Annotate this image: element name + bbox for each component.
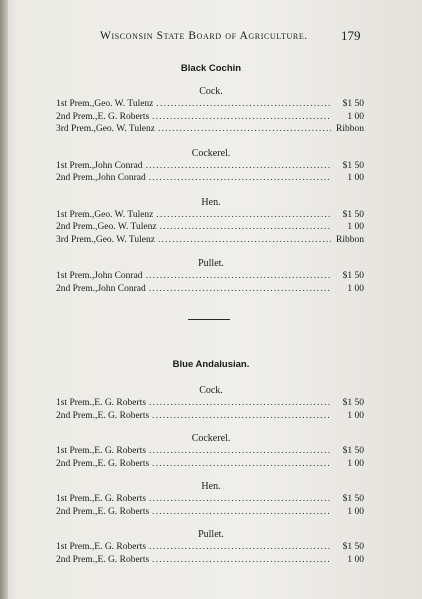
premium-entry xyxy=(0,458,422,471)
entry-exhibitor: E. G. Roberts xyxy=(94,542,146,552)
premium-entry xyxy=(0,283,422,296)
entry-amount: $1 50 xyxy=(342,398,364,408)
entry-place: 2nd Prem., xyxy=(56,283,98,294)
entry-amount: 1 00 xyxy=(347,458,364,469)
entry-amount: Ribbon xyxy=(336,234,364,245)
entry-exhibitor: Geo. W. Tulenz xyxy=(95,234,155,245)
dot-leader xyxy=(149,445,331,458)
entry-place: 1st Prem., xyxy=(56,542,95,552)
entry-amount: $1 50 xyxy=(342,494,364,504)
dot-leader xyxy=(146,160,331,173)
premium-entry xyxy=(0,123,422,136)
premium-entry xyxy=(0,270,422,283)
class-title: Cock. xyxy=(199,385,223,396)
entry-place: 1st Prem., xyxy=(56,209,95,220)
entry-amount: 1 00 xyxy=(347,554,364,565)
entry-amount: 1 00 xyxy=(347,111,364,122)
breed-section xyxy=(0,62,422,295)
class-block xyxy=(0,196,422,247)
dot-leader xyxy=(156,98,331,111)
dot-leader xyxy=(146,270,331,283)
dot-leader xyxy=(156,209,331,222)
entry-place: 1st Prem., xyxy=(56,160,95,171)
page-number: 179 xyxy=(341,28,361,43)
premium-entry xyxy=(0,234,422,247)
premium-entry xyxy=(0,541,422,554)
entry-amount: 1 00 xyxy=(347,283,364,294)
dot-leader xyxy=(149,172,331,185)
entry-amount: $1 50 xyxy=(342,271,364,281)
premium-entry xyxy=(0,410,422,423)
premium-entry xyxy=(0,221,422,234)
dot-leader xyxy=(149,283,331,296)
premium-entry xyxy=(0,445,422,458)
entry-place: 2nd Prem., xyxy=(56,222,98,232)
entry-place: 1st Prem., xyxy=(56,398,95,408)
entry-exhibitor: E. G. Roberts xyxy=(97,111,150,122)
entry-exhibitor: E. G. Roberts xyxy=(94,398,146,408)
breed-section xyxy=(0,358,422,566)
entry-amount: 1 00 xyxy=(347,410,364,421)
entry-exhibitor: E. G. Roberts xyxy=(97,410,150,421)
entry-place: 1st Prem., xyxy=(56,446,95,456)
dot-leader xyxy=(152,506,331,519)
entry-place: 2nd Prem., xyxy=(56,410,98,421)
entry-amount: $1 50 xyxy=(342,160,364,171)
premium-entry xyxy=(0,493,422,506)
class-block xyxy=(0,480,422,518)
premium-entry xyxy=(0,554,422,567)
entry-amount: 1 00 xyxy=(347,222,364,232)
entry-place: 2nd Prem., xyxy=(56,458,98,469)
dot-leader xyxy=(152,458,331,471)
entry-place: 3rd Prem., xyxy=(56,234,96,245)
entry-place: 1st Prem., xyxy=(56,99,95,109)
class-title: Cockerel. xyxy=(191,147,231,159)
entry-place: 1st Prem., xyxy=(56,271,95,281)
entry-exhibitor: E. G. Roberts xyxy=(97,458,150,469)
entry-exhibitor: Geo. W. Tulenz xyxy=(94,209,154,220)
class-title: Pullet. xyxy=(198,529,224,540)
class-block xyxy=(0,147,422,185)
entry-amount: $1 50 xyxy=(342,446,364,456)
entry-amount: Ribbon xyxy=(336,124,364,134)
dot-leader xyxy=(149,493,331,506)
class-block xyxy=(0,384,422,422)
entry-exhibitor: Geo. W. Tulenz xyxy=(97,222,157,232)
premium-entry xyxy=(0,111,422,124)
premium-entry xyxy=(0,172,422,185)
premium-entry xyxy=(0,209,422,222)
entry-exhibitor: E. G. Roberts xyxy=(97,506,150,517)
breed-title: Black Cochin xyxy=(180,63,242,74)
entry-place: 2nd Prem., xyxy=(56,554,98,565)
entry-place: 2nd Prem., xyxy=(56,111,98,122)
class-block xyxy=(0,257,422,295)
entry-exhibitor: Geo. W. Tulenz xyxy=(95,124,155,134)
class-block xyxy=(0,432,422,470)
page-header xyxy=(0,30,422,50)
dot-leader xyxy=(158,123,331,136)
dot-leader xyxy=(160,221,331,234)
running-head: Wisconsin State Board of Agriculture. xyxy=(100,30,308,42)
dot-leader xyxy=(152,111,331,124)
premium-entry xyxy=(0,397,422,410)
premium-entry xyxy=(0,506,422,519)
class-title: Pullet. xyxy=(198,258,224,269)
dot-leader xyxy=(152,554,331,567)
entry-amount: 1 00 xyxy=(347,173,364,183)
class-title: Hen. xyxy=(201,481,221,492)
dot-leader xyxy=(149,541,331,554)
entry-exhibitor: Geo. W. Tulenz xyxy=(94,99,154,109)
class-title: Cockerel. xyxy=(191,433,231,444)
class-title: Hen. xyxy=(201,196,221,208)
premium-entry xyxy=(0,98,422,111)
dot-leader xyxy=(158,234,331,247)
premium-entry xyxy=(0,160,422,173)
entry-exhibitor: E. G. Roberts xyxy=(94,494,146,504)
class-block xyxy=(0,528,422,566)
entry-exhibitor: John Conrad xyxy=(97,173,146,183)
entry-amount: $1 50 xyxy=(342,542,364,552)
class-block xyxy=(0,85,422,136)
entry-exhibitor: John Conrad xyxy=(97,283,146,294)
entry-exhibitor: E. G. Roberts xyxy=(94,446,146,456)
entry-exhibitor: John Conrad xyxy=(94,160,143,171)
entry-place: 1st Prem., xyxy=(56,494,95,504)
entry-amount: 1 00 xyxy=(347,506,364,517)
entry-place: 2nd Prem., xyxy=(56,506,98,517)
premium-lists xyxy=(0,62,422,566)
dot-leader xyxy=(149,397,331,410)
entry-exhibitor: John Conrad xyxy=(94,271,143,281)
entry-amount: $1 50 xyxy=(342,99,364,109)
class-title: Cock. xyxy=(199,86,223,97)
breed-title: Blue Andalusian. xyxy=(172,359,250,370)
dot-leader xyxy=(152,410,331,423)
entry-place: 2nd Prem., xyxy=(56,173,98,183)
entry-place: 3rd Prem., xyxy=(56,124,96,134)
entry-exhibitor: E. G. Roberts xyxy=(97,554,150,565)
entry-amount: $1 50 xyxy=(342,209,364,220)
